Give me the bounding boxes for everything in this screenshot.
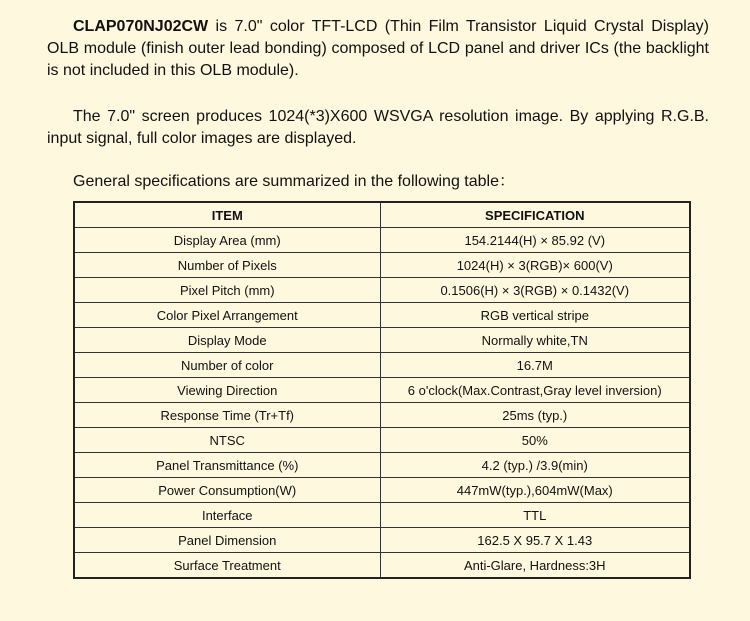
row-item-cell: Power Consumption(W) [74, 478, 380, 503]
table-row [74, 353, 690, 378]
row-spec-cell: 50% [380, 428, 690, 453]
table-row [74, 278, 690, 303]
row-item-cell: Panel Dimension [74, 528, 380, 553]
row-item-cell: Color Pixel Arrangement [74, 303, 380, 328]
row-spec-cell: 162.5 X 95.7 X 1.43 [380, 528, 690, 553]
resolution-paragraph-text: The 7.0" screen produces 1024(*3)X600 WSVGA resolution image. By applying R.G.B. input signal, full color images are displayed. [47, 108, 709, 147]
row-spec-cell: 25ms (typ.) [380, 403, 690, 428]
row-spec-cell: 447mW(typ.),604mW(Max) [380, 478, 690, 503]
intro-paragraph-text: is 7.0" color TFT-LCD (Thin Film Transistor Liquid Crystal Display) OLB module (finish outer lead bonding) composed of LCD panel and driver ICs (the backlight is not included in this OLB module). [47, 18, 709, 79]
row-spec-cell: Anti-Glare, Hardness:3H [380, 553, 690, 579]
header-specification: SPECIFICATION [380, 202, 690, 228]
resolution-paragraph [47, 106, 709, 150]
spec-table [73, 201, 691, 579]
table-row [74, 403, 690, 428]
table-row [74, 253, 690, 278]
model-number: CLAP070NJ02CW [73, 18, 209, 35]
row-spec-cell: 4.2 (typ.) /3.9(min) [380, 453, 690, 478]
row-item-cell: Surface Treatment [74, 553, 380, 579]
intro-paragraph [47, 16, 709, 82]
table-body [74, 228, 690, 579]
row-item-cell: Number of color [74, 353, 380, 378]
row-item-cell: Display Area (mm) [74, 228, 380, 253]
row-spec-cell: 1024(H) × 3(RGB)× 600(V) [380, 253, 690, 278]
table-row [74, 503, 690, 528]
row-spec-cell: 16.7M [380, 353, 690, 378]
table-row [74, 528, 690, 553]
table-row [74, 378, 690, 403]
row-spec-cell: 0.1506(H) × 3(RGB) × 0.1432(V) [380, 278, 690, 303]
row-spec-cell: RGB vertical stripe [380, 303, 690, 328]
table-row [74, 228, 690, 253]
table-header-row [74, 202, 690, 228]
row-item-cell: Number of Pixels [74, 253, 380, 278]
table-row [74, 478, 690, 503]
table-row [74, 453, 690, 478]
table-row [74, 428, 690, 453]
row-item-cell: NTSC [74, 428, 380, 453]
row-item-cell: Display Mode [74, 328, 380, 353]
table-row [74, 553, 690, 579]
header-item: ITEM [74, 202, 380, 228]
row-item-cell: Interface [74, 503, 380, 528]
row-spec-cell: 6 o'clock(Max.Contrast,Gray level inversion) [380, 378, 690, 403]
row-spec-cell: Normally white,TN [380, 328, 690, 353]
table-row [74, 328, 690, 353]
row-item-cell: Pixel Pitch (mm) [74, 278, 380, 303]
row-item-cell: Response Time (Tr+Tf) [74, 403, 380, 428]
row-spec-cell: 154.2144(H) × 85.92 (V) [380, 228, 690, 253]
table-row [74, 303, 690, 328]
row-item-cell: Viewing Direction [74, 378, 380, 403]
row-item-cell: Panel Transmittance (%) [74, 453, 380, 478]
row-spec-cell: TTL [380, 503, 690, 528]
table-intro-text: General specifications are summarized in the following table： [73, 173, 515, 190]
